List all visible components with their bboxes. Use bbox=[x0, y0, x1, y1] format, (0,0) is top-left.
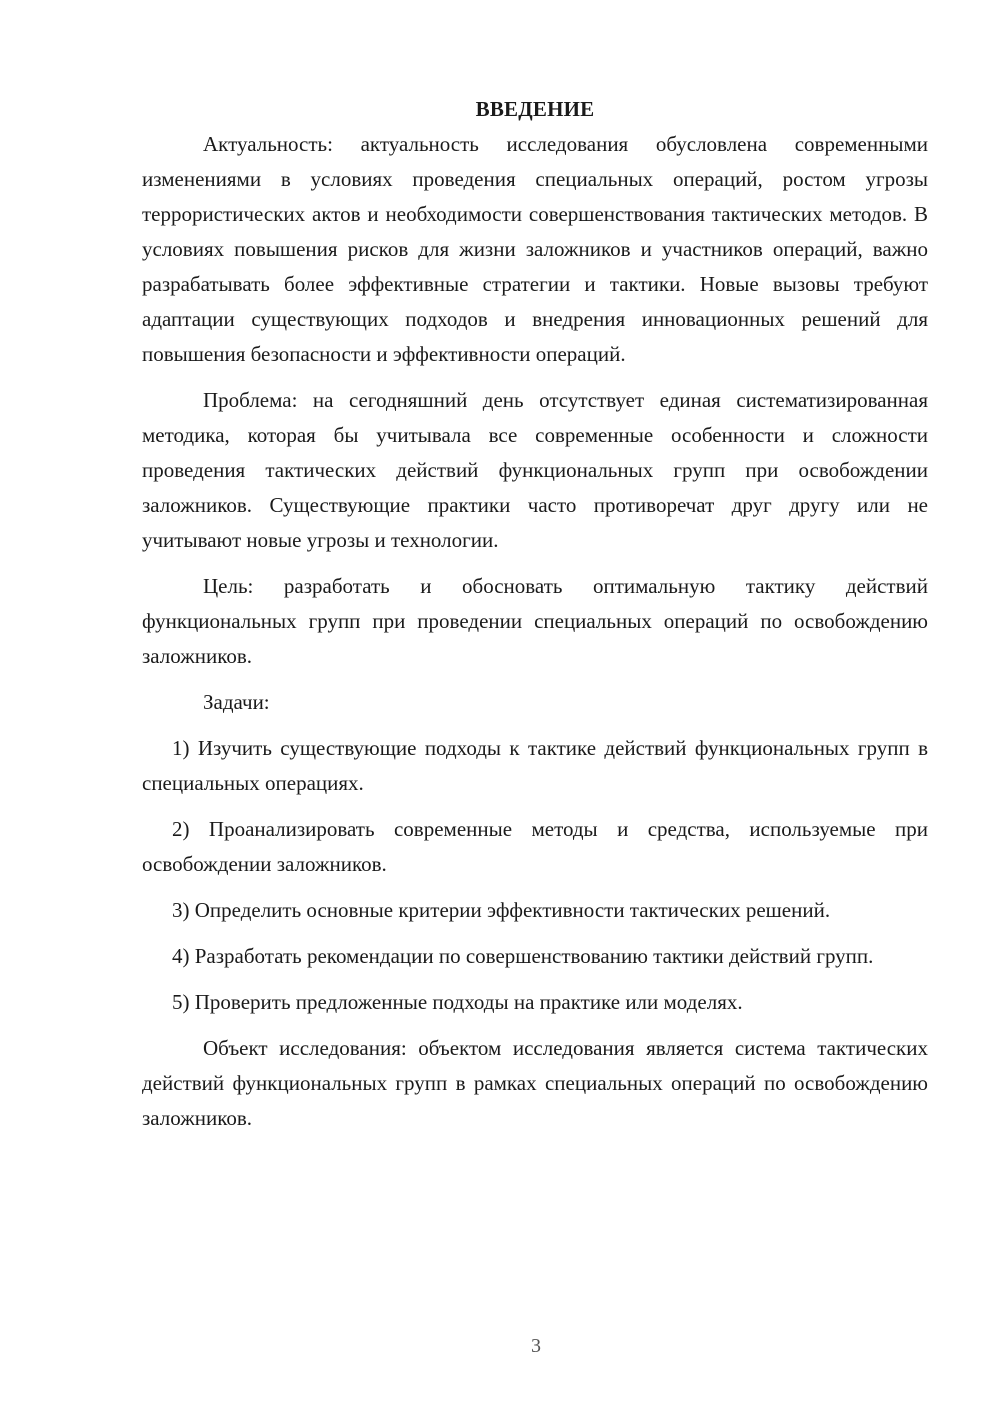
paragraph-object: Объект исследования: объектом исследования является система тактических действий функциональных групп в рамках специальных операций по освобождению заложников. bbox=[142, 1036, 928, 1130]
paragraph-problem: Проблема: на сегодняшний день отсутствует единая систематизированная методика, которая бы учитывала все современные особенности и сложности проведения тактических действий функциональных групп при освобождении заложников. Существующие практики часто противоречат друг другу или не учитывают новые угрозы и технологии. bbox=[142, 388, 928, 552]
task-item-3: 3) Определить основные критерии эффективности тактических решений. bbox=[172, 898, 831, 922]
paragraph-relevance: Актуальность: актуальность исследования обусловлена современными изменениями в условиях проведения специальных операций, ростом угрозы террористических актов и необходимости совершенствования тактических методов. В условиях повышения рисков для жизни заложников и участников операций, важно разрабатывать более эффективные стратегии и тактики. Новые вызовы требуют адаптации существующих подходов и внедрения инновационных решений для повышения безопасности и эффективности операций. bbox=[142, 132, 928, 366]
paragraph-tasks-heading: Задачи: bbox=[203, 690, 270, 714]
task-item-5: 5) Проверить предложенные подходы на практике или моделях. bbox=[172, 990, 743, 1014]
task-item-4: 4) Разработать рекомендации по совершенствованию тактики действий групп. bbox=[172, 944, 874, 968]
task-item-2: 2) Проанализировать современные методы и средства, используемые при освобождении заложников. bbox=[142, 817, 928, 876]
paragraph-goal: Цель: разработать и обосновать оптимальную тактику действий функциональных групп при проведении специальных операций по освобождению заложников. bbox=[142, 574, 928, 668]
page-number: 3 bbox=[531, 1335, 541, 1357]
document-page bbox=[142, 92, 928, 1147]
task-item-1: 1) Изучить существующие подходы к тактике действий функциональных групп в специальных операциях. bbox=[142, 736, 928, 795]
section-title: ВВЕДЕНИЕ bbox=[475, 97, 595, 121]
